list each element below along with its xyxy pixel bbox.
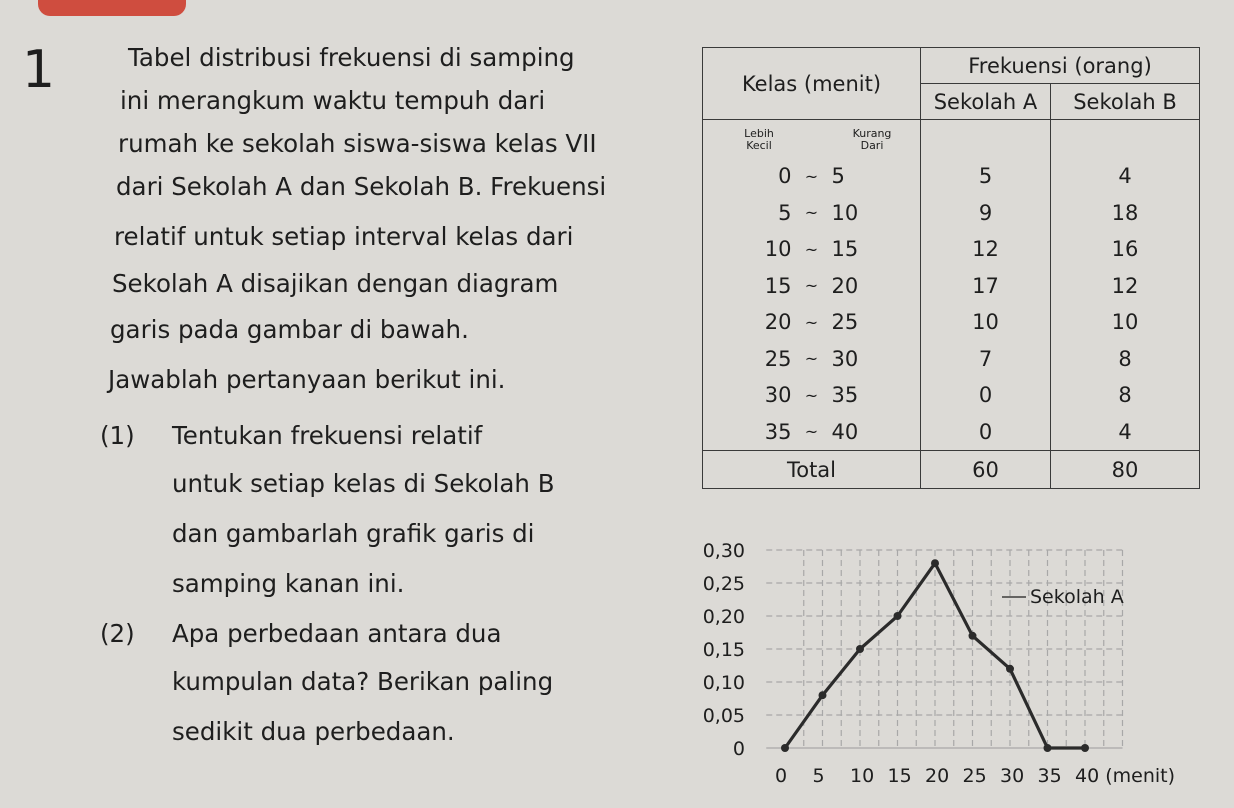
data-point [969, 632, 977, 640]
interval-tilde: ~ [804, 312, 819, 332]
school-b-frequency: 16 [1111, 237, 1139, 261]
school-b-frequency: 12 [1111, 273, 1139, 298]
interval-tilde: ~ [804, 276, 819, 296]
y-tick-label: 0,10 [702, 672, 745, 694]
interval-upper: 40 [831, 419, 859, 444]
y-tick-label: 0,20 [702, 606, 745, 628]
y-tick-label: 0,15 [702, 639, 745, 661]
school-b-frequency: 18 [1111, 200, 1139, 225]
data-point [781, 744, 789, 752]
data-point [894, 612, 902, 620]
data-point [931, 559, 939, 567]
upper-bound-label: Kurang Dari [852, 127, 892, 152]
interval-tilde: ~ [804, 385, 819, 405]
school-a-frequency: 5 [978, 164, 993, 188]
part2-line-2: kumpulan data? Berikan paling [172, 667, 554, 696]
x-tick-label: 20 [925, 765, 950, 787]
interval-lower: 5 [778, 200, 792, 225]
x-tick-label: 25 [962, 765, 987, 787]
data-point [1081, 744, 1089, 752]
interval-upper: 10 [831, 200, 859, 225]
interval-tilde: ~ [804, 349, 819, 369]
part2-marker: (2) [100, 619, 135, 648]
part2-line-1: Apa perbedaan antara dua [172, 619, 502, 648]
interval-upper: 30 [831, 346, 859, 371]
interval-tilde: ~ [804, 166, 819, 186]
intro-line-6: Sekolah A disajikan dengan diagram [112, 269, 559, 298]
interval-lower: 30 [764, 383, 792, 408]
part1-line-2: untuk setiap kelas di Sekolah B [172, 469, 555, 498]
interval-lower: 0 [778, 164, 792, 189]
lower-bound-label: Lebih Kecil [744, 127, 774, 152]
data-point [1006, 665, 1014, 673]
school-a-frequency: 17 [972, 273, 999, 298]
intro-line-7: garis pada gambar di bawah. [110, 315, 469, 344]
school-b-frequency: 10 [1111, 310, 1139, 334]
intro-line-4: dari Sekolah A dan Sekolah B. Frekuensi [116, 172, 607, 201]
intro-line-1: Tabel distribusi frekuensi di samping [128, 43, 575, 72]
interval-upper: 35 [831, 383, 859, 408]
school-a-frequency: 12 [972, 237, 999, 261]
question-number: 1 [22, 40, 56, 100]
y-tick-label: 0,30 [702, 540, 745, 562]
interval-tilde: ~ [804, 422, 819, 442]
frequency-header: Frekuensi (orang) [921, 48, 1200, 84]
school-a-frequency: 7 [978, 346, 993, 371]
x-tick-label: 15 [887, 765, 912, 787]
total-school-b: 80 [1051, 451, 1200, 489]
x-tick-label: 10 [850, 765, 875, 787]
school-a-frequency: 0 [978, 419, 993, 444]
school-b-frequency: 4 [1118, 164, 1132, 188]
part2-line-3: sedikit dua perbedaan. [172, 717, 455, 746]
part1-line-1: Tentukan frekuensi relatif [172, 421, 483, 450]
class-header: Kelas (menit) [703, 48, 921, 120]
data-point [1044, 744, 1052, 752]
total-label: Total [703, 451, 921, 489]
intro-line-2: ini merangkum waktu tempuh dari [120, 86, 546, 115]
y-tick-label: 0,05 [702, 705, 745, 727]
x-tick-label: 35 [1037, 765, 1062, 787]
data-point [856, 645, 864, 653]
part1-line-3: dan gambarlah grafik garis di [172, 519, 535, 548]
x-tick-label: 5 [812, 765, 825, 787]
interval-lower: 20 [764, 310, 792, 335]
interval-tilde: ~ [804, 203, 819, 223]
part1-line-4: samping kanan ini. [172, 569, 405, 598]
y-tick-label: 0,25 [702, 573, 745, 595]
intro-line-3: rumah ke sekolah siswa-siswa kelas VII [118, 129, 597, 158]
school-a-frequency: 9 [978, 200, 993, 225]
school-b-frequency: 8 [1118, 383, 1132, 407]
legend-sekolah-a: Sekolah A [1030, 586, 1124, 608]
total-school-a: 60 [921, 451, 1051, 489]
x-tick-label: 0 [775, 765, 788, 787]
intro-line-5: relatif untuk setiap interval kelas dari [114, 222, 574, 251]
interval-lower: 10 [764, 237, 792, 262]
x-tick-label: 30 [1000, 765, 1025, 787]
interval-lower: 15 [764, 273, 792, 298]
interval-lower: 25 [764, 346, 792, 371]
school-a-frequency: 10 [972, 310, 999, 334]
interval-tilde: ~ [804, 239, 819, 259]
interval-upper: 5 [831, 164, 845, 189]
school-a-header: Sekolah A [921, 84, 1051, 120]
x-tick-label: 40 (menit) [1075, 765, 1176, 787]
y-tick-label: 0 [732, 738, 745, 760]
interval-upper: 20 [831, 273, 859, 298]
school-b-frequency: 8 [1118, 346, 1132, 371]
data-point [819, 691, 827, 699]
interval-upper: 15 [831, 237, 859, 262]
school-b-frequency: 4 [1118, 419, 1132, 444]
interval-upper: 25 [831, 310, 859, 335]
part1-marker: (1) [100, 421, 135, 450]
interval-lower: 35 [764, 419, 792, 444]
intro-line-8: Jawablah pertanyaan berikut ini. [108, 365, 506, 394]
school-b-header: Sekolah B [1051, 84, 1200, 120]
school-a-frequency: 0 [978, 383, 993, 407]
